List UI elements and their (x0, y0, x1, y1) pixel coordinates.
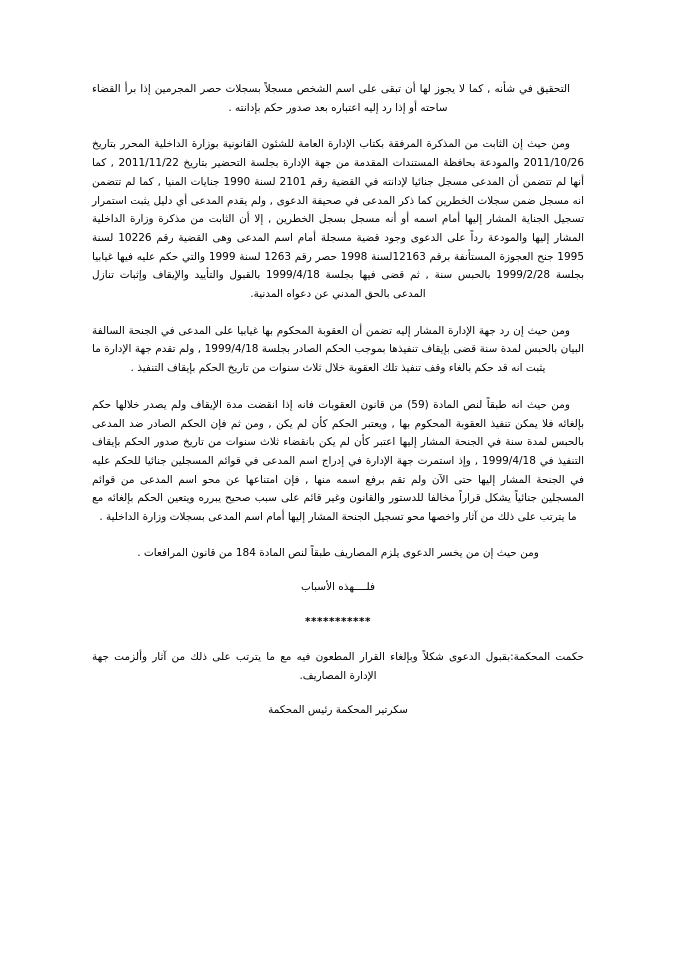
paragraph-2: ومن حيث إن الثابت من المذكرة المرفقة بكتاب الإدارة العامة للشئون القانونية بوزارة الداخلية المحرر بتاريخ 2011/10/26 والمودعة بحافظة المستندات المقدمة من جهة الإدارة بجلسة التحضير بتاريخ 2011/11/22 , كما أنها لم تتضمن أن المدعى مسجل جنائيا لإدانته في القضية رقم 2101 لسنة 1990 جنايات المنيا , كما لم تتضمن انه مسجل ضمن سجلات الخطرين كما ذكر المدعى في صحيفة الدعوى , ولم يقدم المدعى أي دليل يثبت استمرار تسجيل الجناية المشار إليها أمام اسمه أو أنه مسجل بسجل الخطرين , إلا أن الثابت من مذكرة وزارة الداخلية المشار إليها والمودعة رداً على الدعوى وجود قضية مسجلة أمام اسم المدعى وهى القضية رقم 10226 لسنة 1995 جنح العجوزة المستأنفة برقم 12163لسنة 1998 حصر رقم 1263 لسنة 1999 والتي حكم عليه فيها غيابيا بجلسة 1999/2/28 بالحبس سنة , ثم قضى فيها بجلسة 1999/4/18 بالقبول والتأييد والإيقاف وإثبات تنازل المدعى بالحق المدني عن دعواه المدنية. (92, 138, 585, 301)
paragraph-3: ومن حيث إن رد جهة الإدارة المشار إليه تضمن أن العقوبة المحكوم بها غيابيا على المدعى في الجنحة السالفة البيان بالحبس لمدة سنة قضى بإيقاف تنفيذها بموجب الحكم الصادر بجلسة 1999/4/18 , ولم تقدم جهة الإدارة ما يثبت انه قد حكم بالغاء وقف تنفيذ تلك العقوبة خلال ثلاث سنوات من تاريخ الحكم بإيقاف التنفيذ . (92, 324, 584, 375)
judgment-text: حكمت المحكمة:بقبول الدعوى شكلاً وبإلغاء القرار المطعون فيه مع ما يترتب على ذلك من آثار وألزمت جهة الإدارة المصاريف. (92, 650, 584, 682)
section-separator: *********** (305, 616, 371, 629)
paragraph-4: ومن حيث انه طبقاً لنص المادة (59) من قانون العقوبات فانه إذا انقضت مدة الإيقاف ولم يصدر خلالها حكم بإلغائه فلا يمكن تنفيذ العقوبة المحكوم بها , ويعتبر الحكم كأن لم يكن , ومن ثم فإن الحكم الصادر ضد المدعى بالحبس لمدة سنة في الجنحة المشار إليها اعتبر كأن لم يكن بانقضاء ثلاث سنوات من تاريخ صدور الحكم بإيقاف التنفيذ في 1999/4/18 , وإذ استمرت جهة الإدارة في إدراج اسم المدعى في قوائم المسجلين جنائيا للحكم عليه في الجنحة المشار إليها حتى الآن ولم تقم برفع اسمه منها , فإن امتناعها عن محو اسم المدعى من قوائم المسجلين جنائياً يشكل قراراً مخالفا للدستور والقانون وغير قائم على سبب صحيح يبرره ويتعين الحكم بإلغائه مع ما يترتب على ذلك من آثار واخصها محو تسجيل الجنحة المشار إليها أمام اسم المدعى بسجلات وزارة الداخلية . (92, 398, 584, 524)
signature-line: سكرتير المحكمة رئيس المحكمة (268, 704, 408, 717)
document-body (92, 80, 584, 720)
paragraph-1: التحقيق في شأنه , كما لا يجوز لها أن تبقى على اسم الشخص مسجلاً بسجلات حصر المجرمين إذا برأ القضاء ساحته أو إذا رد إليه اعتباره بعد صدور حكم بإدانته . (92, 83, 570, 114)
reasons-heading: فلــــهذه الأسباب (301, 581, 375, 594)
paragraph-5: ومن حيث إن من يخسر الدعوى يلزم المصاريف طبقاً لنص المادة 184 من قانون المرافعات . (137, 546, 539, 559)
